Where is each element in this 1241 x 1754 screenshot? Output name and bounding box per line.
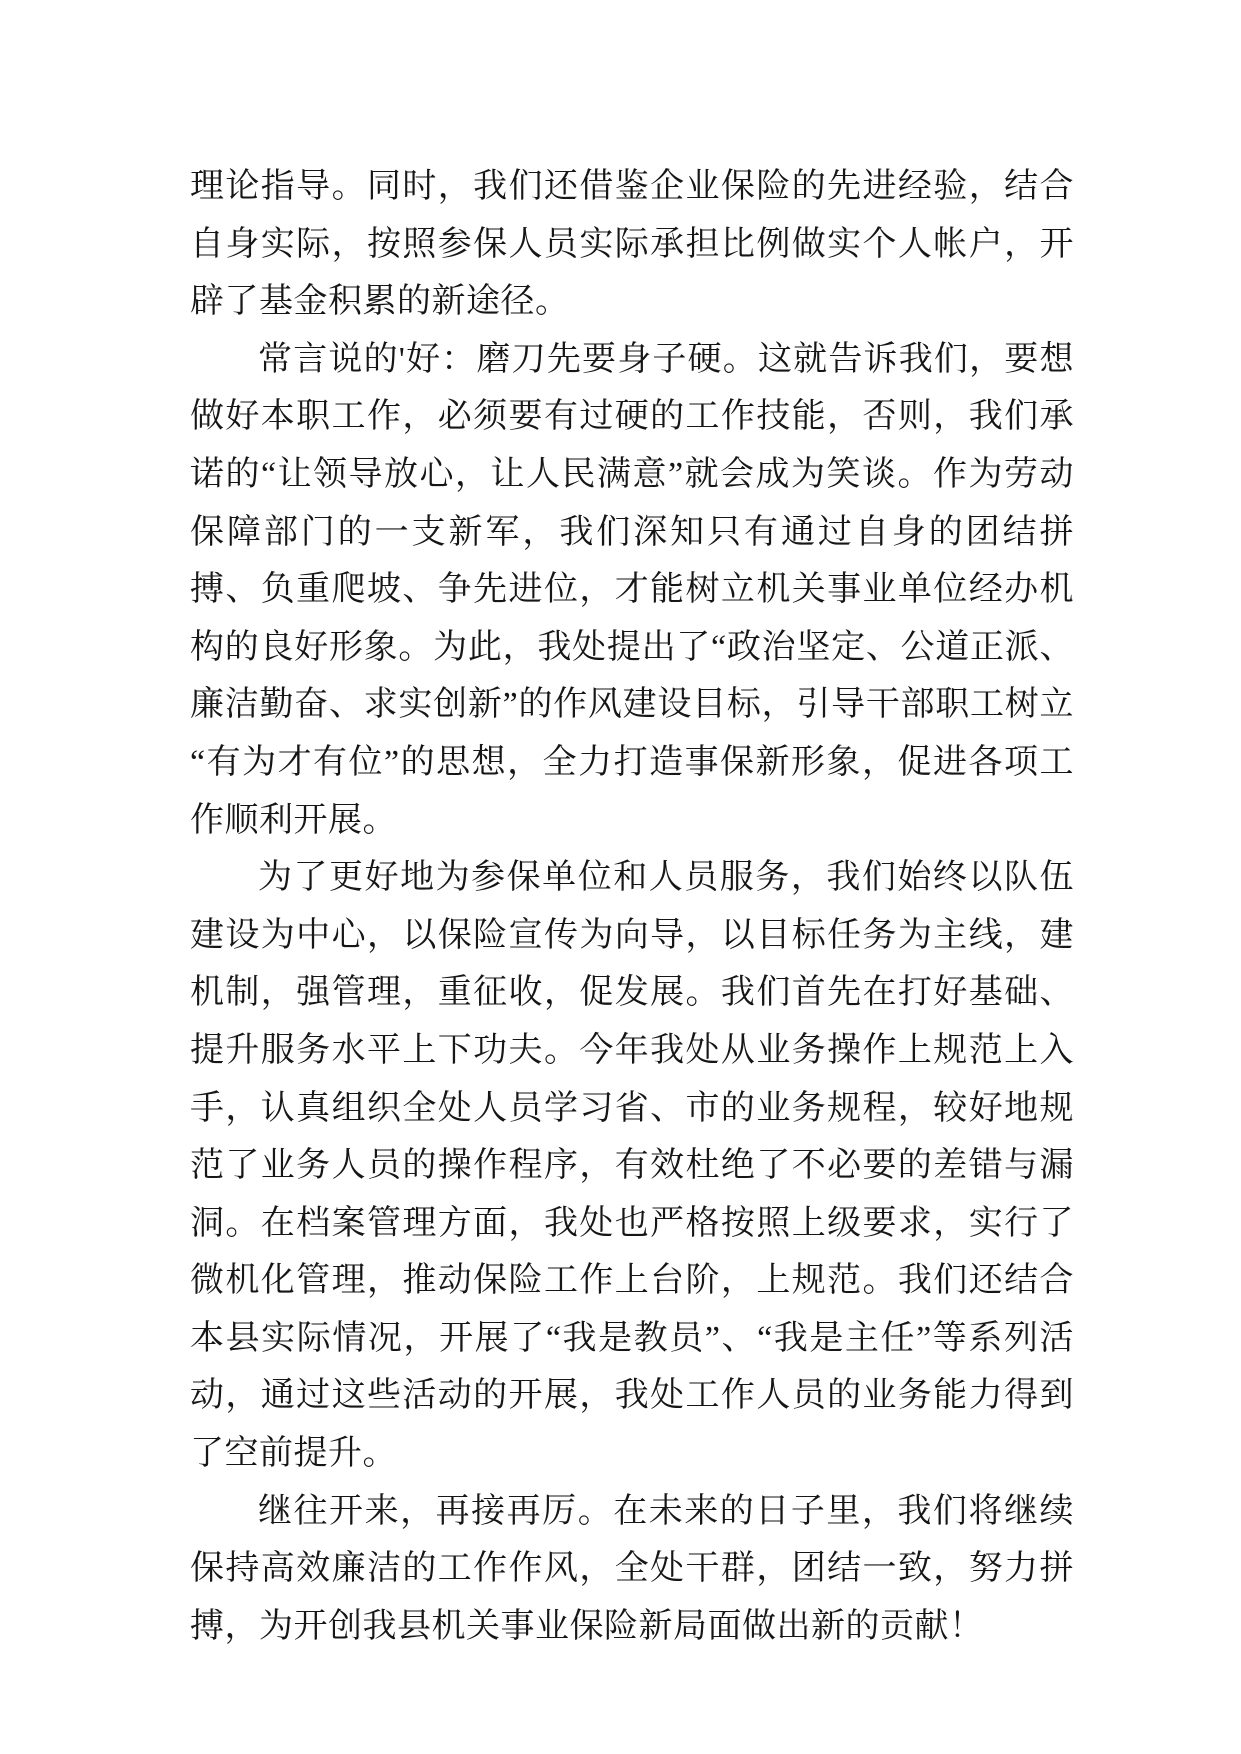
paragraph: 常言说的'好：磨刀先要身子硬。这就告诉我们，要想做好本职工作，必须要有过硬的工作技能，否则，我们承诺的“让领导放心，让人民满意”就会成为笑谈。作为劳动保障部门的一支新军，我们深知只有通过自身的团结拼搏、负重爬坡、争先进位，才能树立机关事业单位经办机构的良好形象。为此，我处提出了“政治坚定、公道正派、廉洁勤奋、求实创新”的作风建设目标，引导干部职工树立“有为才有位”的思想，全力打造事保新形象，促进各项工作顺利开展。 <box>190 340 1074 839</box>
paragraph: 理论指导。同时，我们还借鉴企业保险的先进经验，结合自身实际，按照参保人员实际承担比例做实个人帐户，开辟了基金积累的新途径。 <box>190 168 1074 321</box>
document-body <box>190 158 1074 1655</box>
paragraph: 为了更好地为参保单位和人员服务，我们始终以队伍建设为中心，以保险宣传为向导，以目标任务为主线，建机制，强管理，重征收，促发展。我们首先在打好基础、提升服务水平上下功夫。今年我处从业务操作上规范上入手，认真组织全处人员学习省、市的业务规程，较好地规范了业务人员的操作程序，有效杜绝了不必要的差错与漏洞。在档案管理方面，我处也严格按照上级要求，实行了微机化管理，推动保险工作上台阶，上规范。我们还结合本县实际情况，开展了“我是教员”、“我是主任”等系列活动，通过这些活动的开展，我处工作人员的业务能力得到了空前提升。 <box>190 859 1074 1473</box>
paragraph: 继往开来，再接再厉。在未来的日子里，我们将继续保持高效廉洁的工作作风，全处干群，团结一致，努力拼搏，为开创我县机关事业保险新局面做出新的贡献！ <box>190 1492 1074 1645</box>
